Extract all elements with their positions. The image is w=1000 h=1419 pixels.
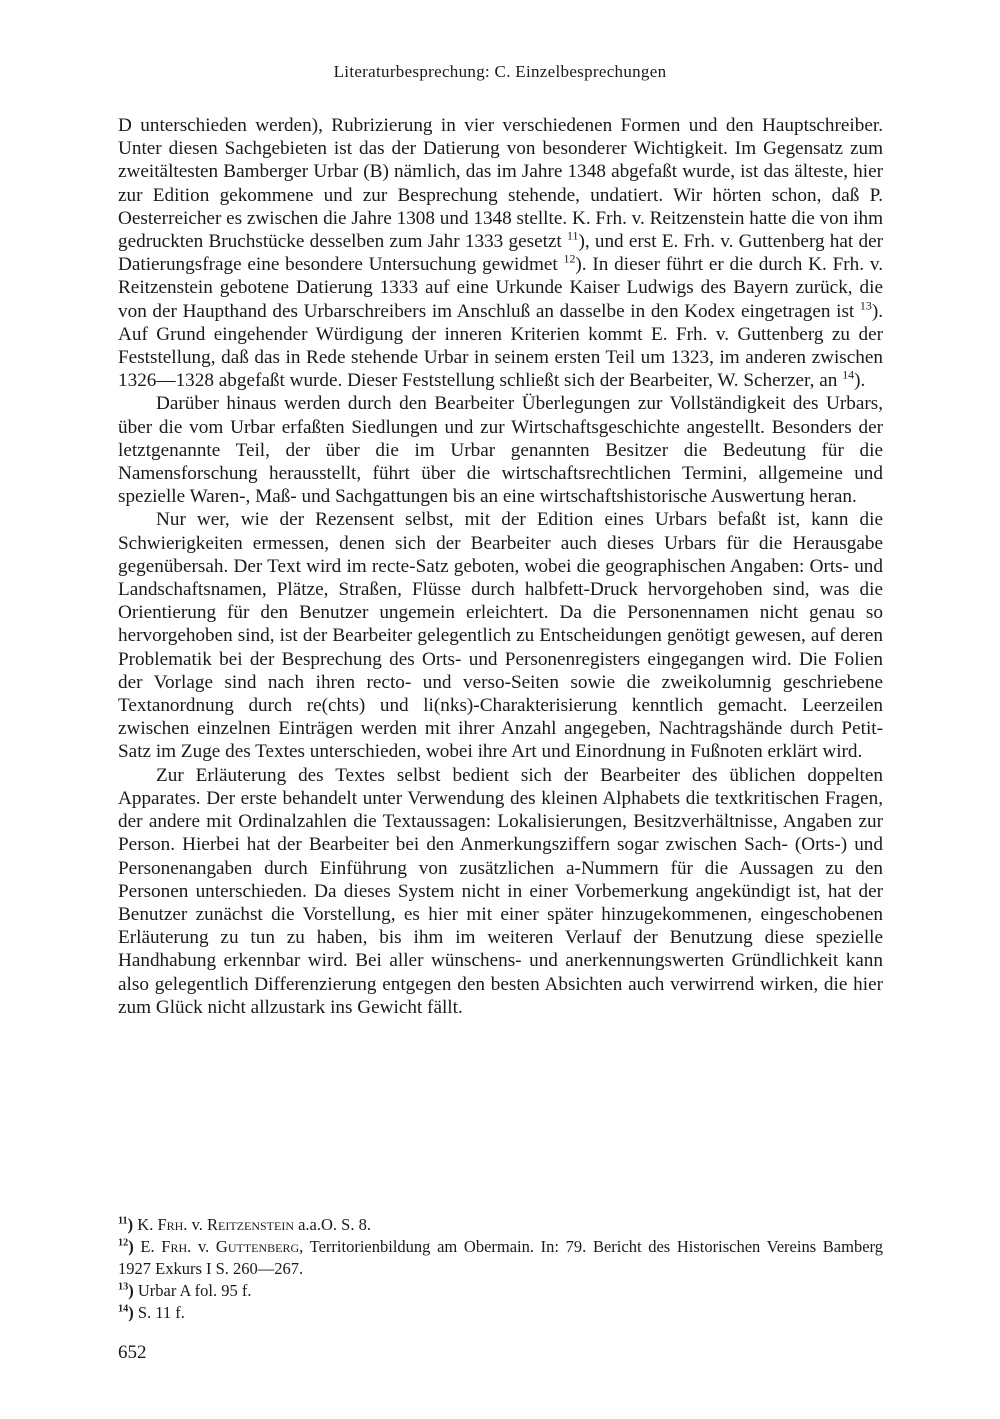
running-header: Literaturbesprechung: C. Einzelbesprechungen (333, 62, 667, 81)
footnote-number: 11 (118, 1215, 128, 1227)
text-run: ). In dieser führt er die durch K. Frh. v. Reitzenstein gebotene Datierung 1333 auf eine Urkunde Kaiser Ludwigs des Bayern zurück, die von der Haupthand des Urbarschreibers im Anschluß an dasselbe in den Kodex eingetragen ist (118, 254, 883, 322)
footnotes (118, 1214, 883, 1324)
footnote-reference: 14 (842, 367, 855, 382)
footnote-reference: 11 (567, 228, 579, 243)
footnote-marker: $^{14}$) (118, 1303, 138, 1322)
footnote-number: 13 (118, 1281, 129, 1293)
text-run: D unterschieden werden), Rubrizierung in vier verschiedenen Formen und den Hauptschreiber. Unter diesen Sachgebieten ist das der Datierung von besonderer Wichtigkeit. Im Gegensatz zum zweitältesten Bamberger Urbar (B) nämlich, das im Jahre 1348 abgefaßt wurde, ist das älteste, hier zur Edition gekommene und zur Besprechung stehende, undatiert. Wir hörten schon, daß P. Oesterreicher es zwischen die Jahre 1308 und 1348 stellte. K. Frh. v. Reitzenstein hatte die von ihm gedruckten Bruchstücke desselben zum Jahr 1333 gesetzt (118, 115, 883, 253)
text-run: Darüber hinaus werden durch den Bearbeiter Überlegungen zur Vollständigkeit des Urbars, über die vom Urbar erfaßten Siedlungen und zur Wirtschaftsgeschichte angestellt. Besonders der letztgenannte Teil, der über die im Urbar genannten Besitzer die Bedeutung für die Namensforschung herausstellt, führt über die wirtschaftsrechtlichen Termini, allgemeine und spezielle Waren-, Maß- und Sachgattungen bis an eine wirtschaftshistorische Auswertung heran. (118, 393, 883, 508)
text-run: ). Auf Grund eingehender Würdigung der inneren Kriterien kommt E. Frh. v. Guttenberg zu der Feststellung, daß das in Rede stehende Urbar in seinem ersten Teil um 1323, im anderen zwischen 1326—1328 abgefaßt wurde. Dieser Feststellung schließt sich der Bearbeiter, W. Scherzer, an (118, 300, 883, 392)
footnote-text: v. (191, 1237, 216, 1256)
page-number: 652 (118, 1342, 147, 1363)
footnote-marker: $^{13}$) (118, 1281, 138, 1300)
footnote-number: 12 (118, 1237, 129, 1249)
footnote-text: E. (140, 1237, 162, 1256)
footnote-marker: $^{11}$) (118, 1215, 138, 1234)
footnote-reference: 12 (563, 251, 576, 266)
footnote-marker: $^{12}$) (118, 1237, 141, 1256)
author-name: Guttenberg (215, 1237, 300, 1256)
text-run: Zur Erläuterung des Textes selbst bedient sich der Bearbeiter des üblichen doppelten Apparates. Der erste behandelt unter Verwendung des kleinen Alphabets die textkritischen Fragen, der andere mit Ordinalzahlen die Textaussagen: Lokalisierungen, Besitzverhältnisse, Angaben zur Person. Hierbei hat der Bearbeiter bei den Anmerkungsziffern sogar zwischen Sach- (Orts-) und Personenangaben durch Einführung von zusätzlichen a-Nummern für die Aussagen zu den Personen unterschieden. Da dieses System nicht in einer Vorbemerkung angekündigt ist, hat der Benutzer zunächst die Vorstellung, es hier mit einer später hinzugekommenen, eingeschobenen Erläuterung zu tun zu haben, bis ihm im weiteren Verlauf der Benutzung diese spezielle Handhabung erkennbar wird. Bei aller wünschens- und anerkennungswerten Gründlichkeit kann also gelegentlich Differenzierung entgegen den besten Absichten auch verwirrend wirken, die hier zum Glück nicht allzustark ins Gewicht fällt. (118, 764, 883, 1018)
footnote-13 (118, 1280, 883, 1302)
footnote-text: K. (137, 1215, 158, 1234)
body-paragraph (118, 764, 883, 1019)
text-run: ). (854, 370, 866, 392)
body-text (118, 114, 883, 1019)
footnote-text: Urbar A fol. 95 f. (137, 1281, 252, 1300)
body-paragraph (118, 392, 883, 508)
footnote-reference: 13 (859, 298, 872, 313)
footnote-number: 14 (118, 1303, 129, 1315)
footnote-text: a.a.O. S. 8. (293, 1215, 371, 1234)
author-name: Reitzenstein (207, 1215, 294, 1234)
footnote-text: S. 11 f. (137, 1303, 185, 1322)
author-name: Frh. (157, 1215, 188, 1234)
text-run: Nur wer, wie der Rezensent selbst, mit der Edition eines Urbars befaßt ist, kann die Schwierigkeiten ermessen, denen sich der Bearbeiter auch dieses Urbars für die Herausgabe gegenübersah. Der Text wird im recte-Satz geboten, wobei die geographischen Angaben: Orts- und Landschaftsnamen, Plätze, Straßen, Flüsse durch halbfett-Druck hervorgehoben sind, was die Orientierung für den Benutzer ungemein erleichtert. Da die Personennamen nicht genau so hervorgehoben sind, ist der Bearbeiter gelegentlich zu Entscheidungen genötigt gewesen, auf deren Problematik bei der Besprechung des Orts- und Personenregisters eingegangen wird. Die Folien der Vorlage sind nach ihren recto- und verso-Seiten sowie die zweikolumnig geschriebene Textanordnung durch re(chts) und li(nks)-Charakterisierung kenntlich gemacht. Leerzeilen zwischen einzelnen Einträgen werden mit ihrer Anzahl angegeben, Nachtragshände durch Petit-Satz im Zuge des Textes unterschieden, wobei ihre Art und Einordnung in Fußnoten erklärt wird. (118, 509, 883, 763)
footnote-12 (118, 1236, 883, 1280)
text-run: ), und erst E. Frh. v. Guttenberg hat der Datierungsfrage eine besondere Untersuchung gewidmet (118, 231, 883, 276)
footnote-14 (118, 1302, 883, 1324)
footnote-text: , Territorienbildung am Obermain. In: 79. Bericht des Historischen Vereins Bamberg 1927 Exkurs I S. 260—267. (118, 1237, 883, 1278)
body-paragraph (118, 508, 883, 763)
footnote-11 (118, 1214, 883, 1236)
body-paragraph (118, 114, 883, 392)
footnote-text: v. (187, 1215, 207, 1234)
author-name: Frh. (161, 1237, 192, 1256)
